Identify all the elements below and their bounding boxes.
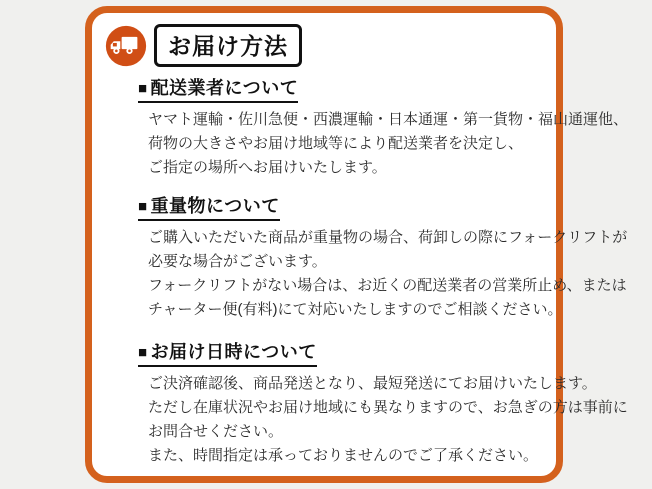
body-line: チャーター便(有料)にて対応いたしますのでご相談ください。 [148, 301, 563, 318]
section-heading [138, 338, 317, 367]
body-line: 荷物の大きさやお届け地域等により配送業者を決定し、 [148, 135, 524, 152]
section-heading-label: お届け日時について [150, 342, 317, 362]
square-bullet-icon: ■ [138, 344, 148, 361]
square-bullet-icon: ■ [138, 80, 148, 97]
body-line: ヤマト運輸・佐川急便・西濃運輸・日本通運・第一貨物・福山通運他、 [148, 111, 629, 128]
body-line: また、時間指定は承っておりませんのでご了承ください。 [148, 447, 539, 464]
square-bullet-icon: ■ [138, 198, 148, 215]
delivery-info-card [85, 6, 629, 483]
body-line: お問合せください。 [148, 423, 284, 440]
section-heavy-items [138, 192, 628, 322]
section-body [148, 372, 628, 468]
body-line: ご指定の場所へお届けいたします。 [148, 159, 387, 176]
section-body [148, 226, 628, 322]
page-title: お届け方法 [154, 24, 302, 67]
section-heading [138, 192, 280, 221]
body-line: ご購入いただいた商品が重量物の場合、荷卸しの際にフォークリフトが [148, 229, 628, 246]
body-line: 必要な場合がございます。 [148, 253, 327, 270]
body-line: フォークリフトがない場合は、お近くの配送業者の営業所止め、または [148, 277, 627, 294]
header [105, 24, 556, 67]
section-heading [138, 74, 298, 103]
section-carriers [138, 74, 629, 180]
truck-icon [105, 25, 147, 67]
section-heading-label: 重量物について [150, 196, 280, 216]
body-line: ただし在庫状況やお届け地域にも異なりますので、お急ぎの方は事前に [148, 399, 628, 416]
body-line: ご決済確認後、商品発送となり、最短発送にてお届けいたします。 [148, 375, 597, 392]
section-heading-label: 配送業者について [150, 78, 299, 98]
section-delivery-datetime [138, 338, 628, 468]
section-body [148, 108, 629, 180]
